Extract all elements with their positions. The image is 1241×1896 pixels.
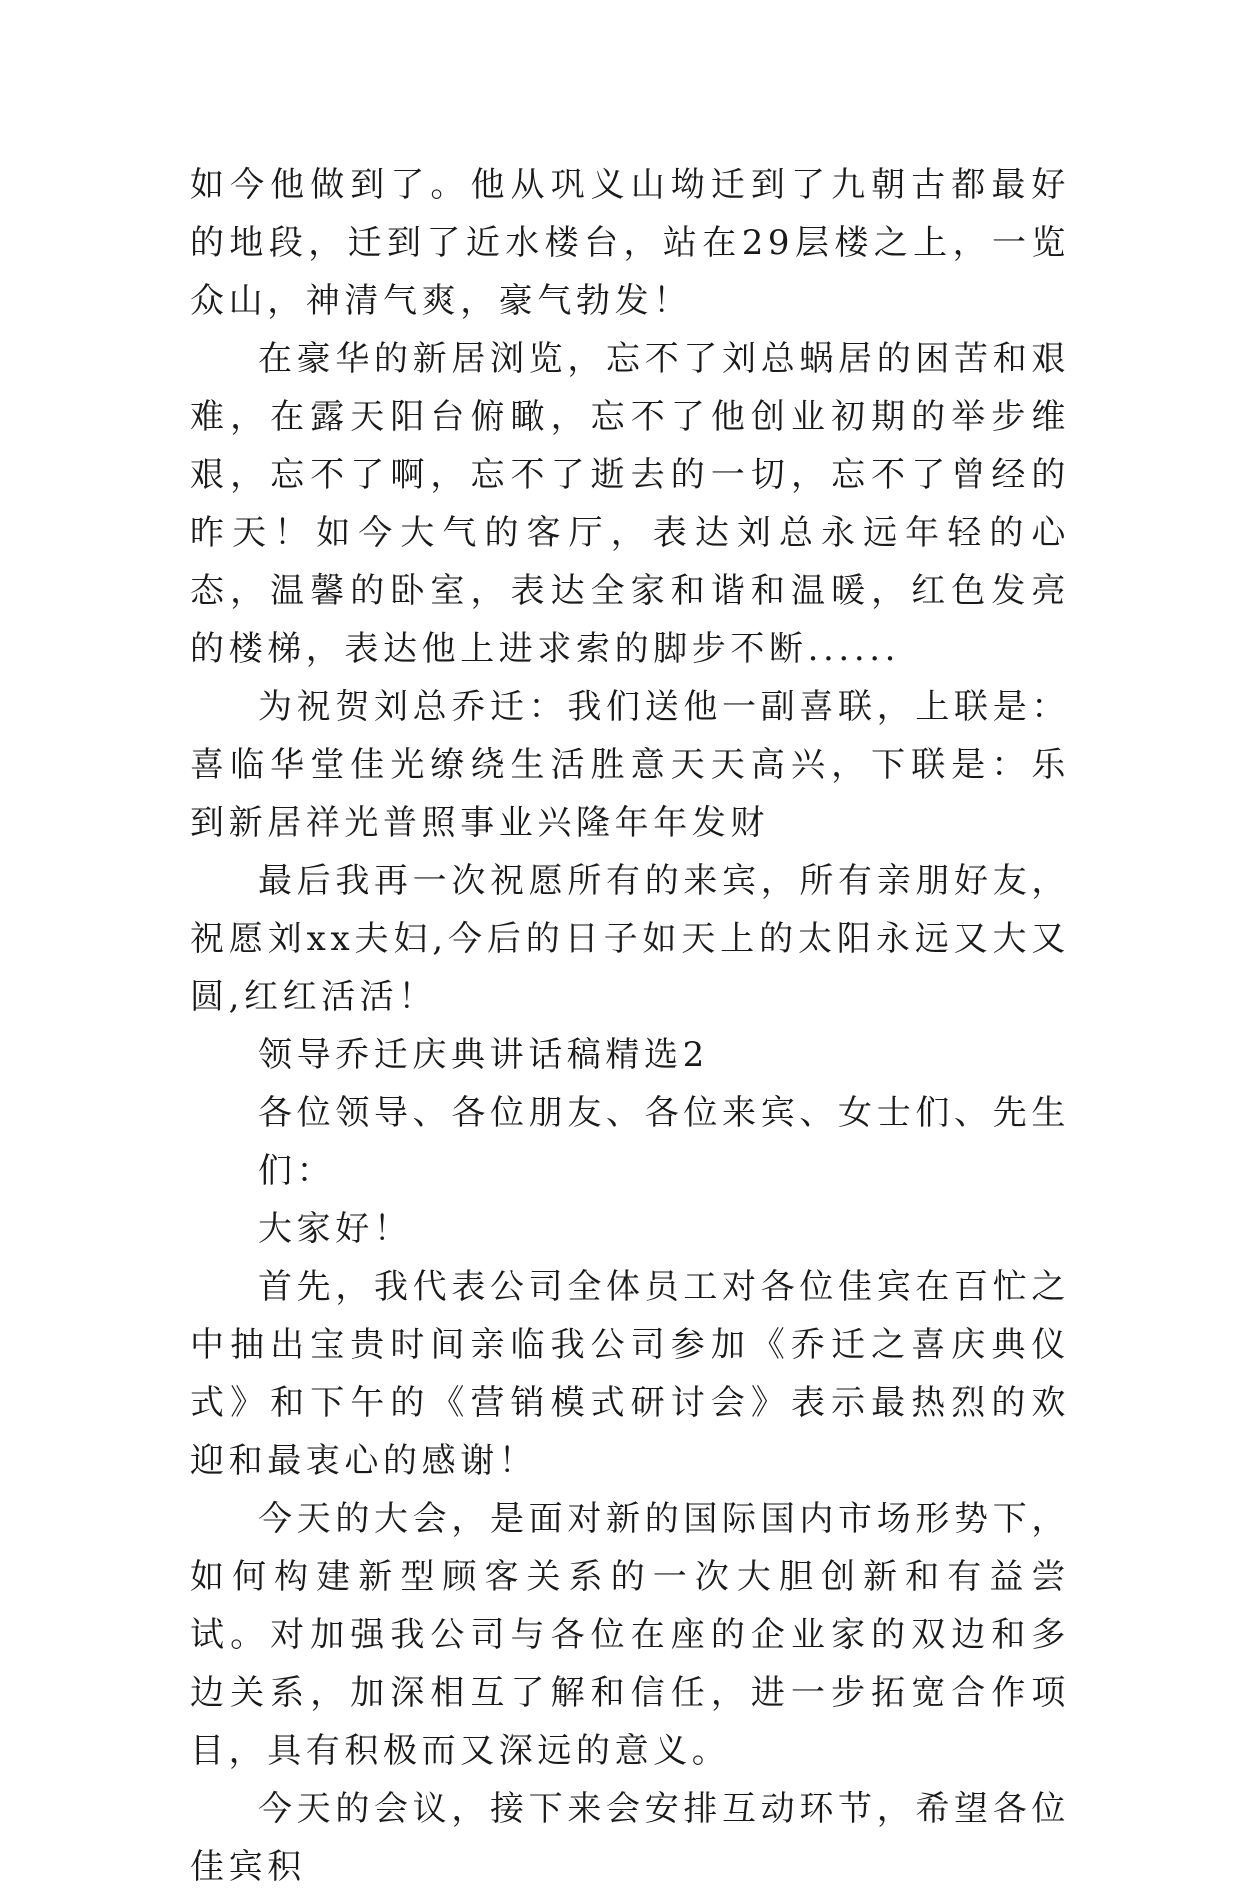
greeting: 大家好！ <box>258 1209 413 1249</box>
salutation: 各位领导、各位朋友、各位来宾、女士们、先生们： <box>258 1093 1070 1191</box>
paragraph-closing-wishes: 最后我再一次祝愿所有的来宾，所有亲朋好友，祝愿刘xx夫妇,今后的日子如天上的太阳永远又大又圆,红红活活！ <box>190 861 1070 1017</box>
paragraph-couplet: 为祝贺刘总乔迁：我们送他一副喜联，上联是：喜临华堂佳光缭绕生活胜意天天高兴，下联是：乐到新居祥光普照事业兴隆年年发财 <box>190 687 1070 843</box>
paragraph-meeting-significance: 今天的大会，是面对新的国际国内市场形势下，如何构建新型顾客关系的一次大胆创新和有益尝试。对加强我公司与各位在座的企业家的双边和多边关系，加深相互了解和信任，进一步拓宽合作项目，具有积极而又深远的意义。 <box>190 1499 1070 1771</box>
paragraph-welcome: 首先，我代表公司全体员工对各位佳宾在百忙之中抽出宝贵时间亲临我公司参加《乔迁之喜庆典仪式》和下午的《营销模式研讨会》表示最热烈的欢迎和最衷心的感谢！ <box>190 1267 1070 1481</box>
paragraph-continuation: 如今他做到了。他从巩义山坳迁到了九朝古都最好的地段，迁到了近水楼台，站在29层楼之上，一览众山，神清气爽，豪气勃发！ <box>190 165 1070 321</box>
paragraph-interaction: 今天的会议，接下来会安排互动环节，希望各位佳宾积 <box>190 1789 1070 1887</box>
document-body <box>190 156 1070 1896</box>
paragraph-new-home: 在豪华的新居浏览，忘不了刘总蜗居的困苦和艰难，在露天阳台俯瞰，忘不了他创业初期的举步维艰，忘不了啊，忘不了逝去的一切，忘不了曾经的昨天！如今大气的客厅，表达刘总永远年轻的心态，温馨的卧室，表达全家和谐和温暖，红色发亮的楼梯，表达他上进求索的脚步不断...... <box>190 339 1070 669</box>
section-heading: 领导乔迁庆典讲话稿精选2 <box>258 1035 709 1075</box>
